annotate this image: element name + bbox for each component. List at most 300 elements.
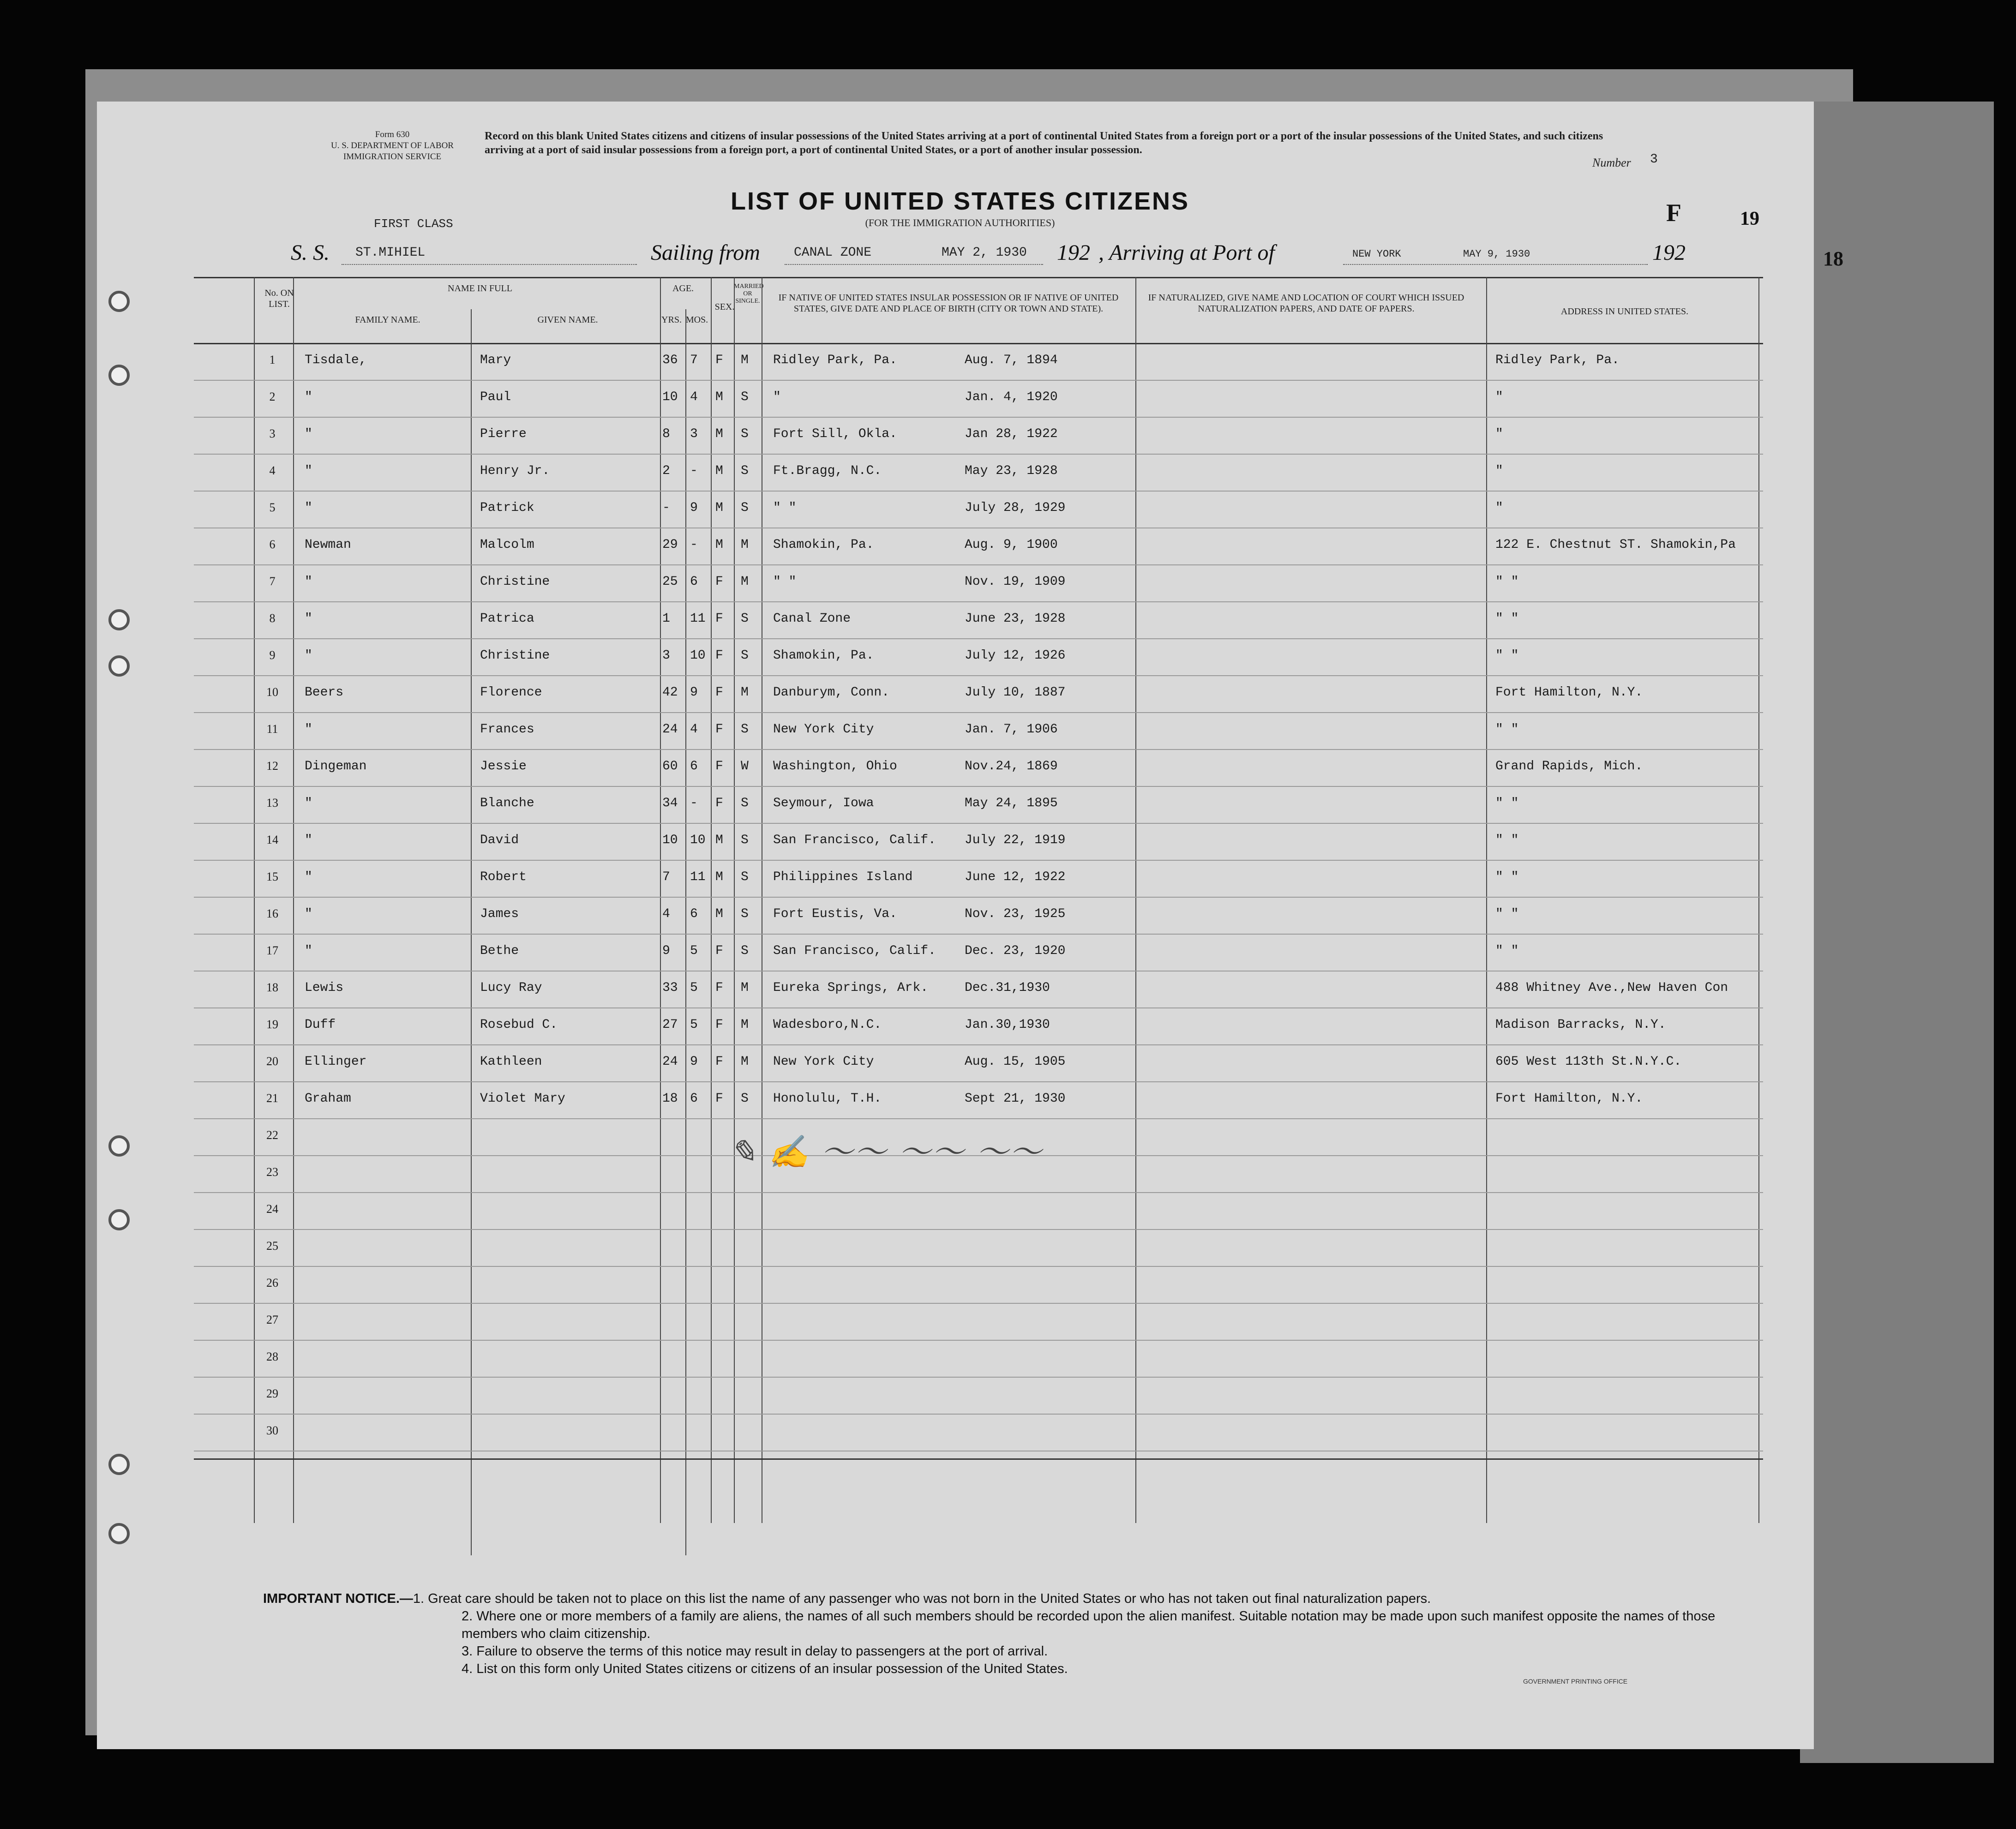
table-row [194, 1044, 1763, 1082]
notice-lead: IMPORTANT NOTICE.— [263, 1591, 413, 1606]
row-number: 24 [266, 1202, 278, 1216]
family-name: Newman [305, 538, 351, 552]
punch-hole [108, 365, 130, 386]
birth-date: Jan. 7, 1906 [965, 722, 1058, 737]
given-name: Kathleen [480, 1055, 542, 1069]
family-name: Beers [305, 685, 344, 700]
family-name: " [305, 796, 312, 810]
number-label: Number [1592, 156, 1631, 169]
birth-place: " [773, 390, 781, 404]
marital-status: S [741, 833, 749, 847]
notice-item-3: 3. Failure to observe the terms of this notice may result in delay to passengers at the port of arrival. [462, 1644, 1048, 1659]
family-name: " [305, 575, 312, 589]
table-row [194, 491, 1763, 528]
birth-date: Aug. 7, 1894 [965, 353, 1058, 367]
sex: F [715, 981, 723, 995]
row-number: 23 [266, 1165, 278, 1179]
punch-hole [108, 1209, 130, 1230]
marital-status: S [741, 796, 749, 810]
age-months: 10 [690, 833, 706, 847]
sheet-number: 18 [1823, 247, 1843, 270]
age-months: 5 [690, 981, 698, 995]
adjacent-sheet [1800, 102, 1994, 1763]
family-name: " [305, 833, 312, 847]
birth-date: July 28, 1929 [965, 501, 1066, 515]
row-number: 28 [266, 1350, 278, 1363]
birth-place: Danburym, Conn. [773, 685, 890, 700]
age-months: 9 [690, 1055, 698, 1069]
row-number: 3 [269, 427, 276, 440]
page-subtitle: (FOR THE IMMIGRATION AUTHORITIES) [865, 217, 1055, 228]
birth-date: Dec. 23, 1920 [965, 944, 1066, 958]
given-name: Jessie [480, 759, 527, 774]
us-address: " " [1495, 833, 1519, 847]
header-family-name: FAMILY NAME. [355, 315, 420, 325]
form-id [286, 129, 498, 162]
sex: F [715, 612, 723, 626]
age-months: 5 [690, 944, 698, 958]
birth-place: San Francisco, Calif. [773, 833, 936, 847]
age-years: 42 [662, 685, 678, 700]
age-years: 33 [662, 981, 678, 995]
row-number: 30 [266, 1424, 278, 1437]
header-mos: MOS. [685, 315, 708, 325]
table-row [194, 454, 1763, 492]
sex: M [715, 907, 723, 921]
given-name: Patrica [480, 612, 534, 626]
birth-date: Aug. 9, 1900 [965, 538, 1058, 552]
us-address: 122 E. Chestnut ST. Shamokin,Pa [1495, 538, 1736, 552]
us-address: Grand Rapids, Mich. [1495, 759, 1643, 774]
age-months: 6 [690, 1091, 698, 1106]
table-row [194, 860, 1763, 898]
header-given-name: GIVEN NAME. [537, 315, 598, 325]
family-name: " [305, 464, 312, 478]
given-name: Lucy Ray [480, 981, 542, 995]
age-months: - [690, 538, 698, 552]
sex: F [715, 796, 723, 810]
given-name: Christine [480, 648, 550, 663]
notice-item-4: 4. List on this form only United States citizens or citizens of an insular possession of the United States. [462, 1661, 1068, 1676]
family-name: Graham [305, 1091, 351, 1106]
us-address: " " [1495, 796, 1519, 810]
sex: F [715, 759, 723, 774]
family-name: " [305, 501, 312, 515]
us-address: " [1495, 464, 1503, 478]
row-number: 22 [266, 1128, 278, 1142]
sex: M [715, 427, 723, 441]
row-number: 16 [266, 907, 278, 920]
punch-hole [108, 1135, 130, 1157]
given-name: Frances [480, 722, 534, 737]
age-years: 1 [662, 612, 670, 626]
table-row [194, 1414, 1763, 1451]
ship-name: ST.MIHIEL [355, 246, 426, 260]
us-address: 605 West 113th St.N.Y.C. [1495, 1055, 1682, 1069]
sex: F [715, 648, 723, 663]
row-number: 18 [266, 981, 278, 994]
age-years: 18 [662, 1091, 678, 1106]
age-years: 3 [662, 648, 670, 663]
marital-status: S [741, 612, 749, 626]
birth-date: May 23, 1928 [965, 464, 1058, 478]
record-instructions: Record on this blank United States citizens and citizens of insular possessions of the United States arriving at a port of continental United States from a foreign port or a port of the insular possessions of the United States, and such citizens arriving at a port of said insular possessions from a foreign port, a port of continental United States, or a port of another insular possession. [485, 130, 1603, 156]
service: IMMIGRATION SERVICE [343, 152, 442, 162]
birth-place: " " [773, 575, 797, 589]
family-name: Dingeman [305, 759, 367, 774]
age-months: - [690, 796, 698, 810]
birth-date: Sept 21, 1930 [965, 1091, 1066, 1106]
table-row [194, 749, 1763, 787]
birth-place: Shamokin, Pa. [773, 648, 874, 663]
department: U. S. DEPARTMENT OF LABOR [331, 141, 454, 150]
row-number: 29 [266, 1387, 278, 1400]
row-number: 25 [266, 1239, 278, 1253]
given-name: Malcolm [480, 538, 534, 552]
table-row [194, 897, 1763, 935]
row-number: 9 [269, 648, 276, 662]
row-number: 27 [266, 1313, 278, 1326]
age-years: 8 [662, 427, 670, 441]
given-name: Christine [480, 575, 550, 589]
sailing-date: MAY 2, 1930 [942, 246, 1027, 260]
age-years: 25 [662, 575, 678, 589]
birth-place: Canal Zone [773, 612, 851, 626]
marital-status: S [741, 464, 749, 478]
arriving-label: , Arriving at Port of [1098, 240, 1275, 265]
given-name: James [480, 907, 519, 921]
marital-status: M [741, 575, 749, 589]
us-address: 488 Whitney Ave.,New Haven Con [1495, 981, 1728, 995]
family-name: " [305, 944, 312, 958]
notice-item-1: 1. Great care should be taken not to place on this list the name of any passenger who was not born in the United States or who has not taken out final naturalization papers. [413, 1591, 1431, 1606]
marital-status: S [741, 722, 749, 737]
header-naturalized: IF NATURALIZED, GIVE NAME AND LOCATION OF COURT WHICH ISSUED NATURALIZATION PAPERS, AND DATE OF PAPERS. [1148, 293, 1464, 314]
marital-status: S [741, 427, 749, 441]
table-row [194, 971, 1763, 1008]
sex: M [715, 833, 723, 847]
table-row [194, 601, 1763, 639]
us-address: " " [1495, 575, 1519, 589]
marital-status: M [741, 981, 749, 995]
marital-status: M [741, 685, 749, 700]
table-row [194, 1081, 1763, 1119]
row-number: 4 [269, 464, 276, 477]
sailing-from: CANAL ZONE [794, 246, 872, 260]
arriving-date: MAY 9, 1930 [1463, 248, 1530, 260]
birth-place: Shamokin, Pa. [773, 538, 874, 552]
age-months: 6 [690, 907, 698, 921]
year-1: 192 [1057, 240, 1090, 265]
us-address: " " [1495, 722, 1519, 737]
birth-place: Wadesboro,N.C. [773, 1018, 882, 1032]
row-number: 10 [266, 685, 278, 699]
header-birth: IF NATIVE OF UNITED STATES INSULAR POSSESSION OR IF NATIVE OF UNITED STATES, GIVE DATE AND PLACE OF BIRTH (CITY OR TOWN AND STATE). [778, 293, 1119, 314]
family-name: Lewis [305, 981, 344, 995]
age-months: 4 [690, 722, 698, 737]
sex: F [715, 944, 723, 958]
age-years: 10 [662, 833, 678, 847]
sex: M [715, 501, 723, 515]
notice-item-2: 2. Where one or more members of a family are aliens, the names of all such members should be recorded upon the alien manifest. Suitable notation may be made upon such manifest opposite the names of those members who claim citizenship. [462, 1609, 1716, 1641]
punch-hole [108, 1523, 130, 1544]
birth-date: July 12, 1926 [965, 648, 1066, 663]
birth-date: Jan.30,1930 [965, 1018, 1050, 1032]
sex: F [715, 685, 723, 700]
class-label: FIRST CLASS [374, 217, 453, 231]
row-number: 19 [266, 1018, 278, 1031]
age-months: 11 [690, 870, 706, 884]
birth-place: Seymour, Iowa [773, 796, 874, 810]
birth-date: June 12, 1922 [965, 870, 1066, 884]
age-years: - [662, 501, 670, 515]
row-number: 21 [266, 1091, 278, 1105]
table-row [194, 1192, 1763, 1230]
row-number: 7 [269, 575, 276, 588]
marital-status: M [741, 538, 749, 552]
header-married-single: MARRIED OR SINGLE. [734, 283, 764, 305]
marital-status: M [741, 1018, 749, 1032]
age-months: 4 [690, 390, 698, 404]
marital-status: S [741, 390, 749, 404]
table-row [194, 786, 1763, 824]
family-name: Tisdale, [305, 353, 367, 367]
printing-office-note: GOVERNMENT PRINTING OFFICE [1523, 1678, 1628, 1685]
given-name: David [480, 833, 519, 847]
birth-place: Eureka Springs, Ark. [773, 981, 929, 995]
form-number: Form 630 [375, 130, 410, 139]
family-name: " [305, 612, 312, 626]
birth-date: July 22, 1919 [965, 833, 1066, 847]
row-number: 15 [266, 870, 278, 883]
ss-label: S. S. [291, 240, 330, 265]
us-address: " " [1495, 907, 1519, 921]
us-address: " " [1495, 870, 1519, 884]
age-years: 9 [662, 944, 670, 958]
marital-status: S [741, 648, 749, 663]
sex: F [715, 722, 723, 737]
family-name: " [305, 722, 312, 737]
family-name: " [305, 648, 312, 663]
age-months: - [690, 464, 698, 478]
age-months: 6 [690, 759, 698, 774]
punch-hole [108, 655, 130, 677]
birth-place: Philippines Island [773, 870, 913, 884]
voyage-line [291, 240, 1823, 272]
us-address: " [1495, 390, 1503, 404]
age-months: 7 [690, 353, 698, 367]
birth-place: Washington, Ohio [773, 759, 897, 774]
us-address: " " [1495, 944, 1519, 958]
sex: M [715, 870, 723, 884]
table-row [194, 712, 1763, 750]
punch-hole [108, 291, 130, 312]
sex: F [715, 1055, 723, 1069]
age-months: 10 [690, 648, 706, 663]
header-address: ADDRESS IN UNITED STATES. [1560, 306, 1689, 317]
table-row [194, 564, 1763, 602]
corner-number: 19 [1740, 208, 1759, 229]
table-row [194, 528, 1763, 565]
row-number: 5 [269, 501, 276, 514]
sex: F [715, 1091, 723, 1106]
table-row [194, 1007, 1763, 1045]
birth-place: Ridley Park, Pa. [773, 353, 897, 367]
birth-date: Jan 28, 1922 [965, 427, 1058, 441]
table-row [194, 1303, 1763, 1341]
age-years: 27 [662, 1018, 678, 1032]
row-number: 13 [266, 796, 278, 810]
age-years: 36 [662, 353, 678, 367]
row-number: 20 [266, 1055, 278, 1068]
age-months: 5 [690, 1018, 698, 1032]
table-row [194, 1229, 1763, 1267]
sex: M [715, 390, 723, 404]
family-name: Ellinger [305, 1055, 367, 1069]
given-name: Mary [480, 353, 511, 367]
age-years: 10 [662, 390, 678, 404]
age-years: 34 [662, 796, 678, 810]
header-age: AGE. [672, 283, 694, 294]
birth-date: Aug. 15, 1905 [965, 1055, 1066, 1069]
birth-date: Nov.24, 1869 [965, 759, 1058, 774]
marital-status: S [741, 870, 749, 884]
us-address: " " [1495, 612, 1519, 626]
family-name: " [305, 427, 312, 441]
table-row [194, 934, 1763, 971]
table-row [194, 1340, 1763, 1378]
header-name-in-full: NAME IN FULL [448, 283, 512, 294]
age-years: 2 [662, 464, 670, 478]
given-name: Paul [480, 390, 511, 404]
age-years: 4 [662, 907, 670, 921]
table-row [194, 638, 1763, 676]
punch-hole [108, 609, 130, 630]
birth-place: New York City [773, 1055, 874, 1069]
sex: F [715, 575, 723, 589]
marital-status: S [741, 907, 749, 921]
sex: M [715, 538, 723, 552]
us-address: Ridley Park, Pa. [1495, 353, 1620, 367]
header-yrs: YRS. [661, 315, 682, 325]
family-name: " [305, 907, 312, 921]
row-number: 26 [266, 1276, 278, 1289]
header-no: No. ON LIST. [264, 288, 294, 309]
age-years: 24 [662, 722, 678, 737]
age-months: 6 [690, 575, 698, 589]
table-header [194, 277, 1763, 344]
handwritten-signature: ✎ ✍ ～～ ～～ ～～ [729, 1133, 1043, 1171]
birth-place: " " [773, 501, 797, 515]
given-name: Florence [480, 685, 542, 700]
birth-date: June 23, 1928 [965, 612, 1066, 626]
given-name: Henry Jr. [480, 464, 550, 478]
given-name: Pierre [480, 427, 527, 441]
marital-status: W [741, 759, 749, 774]
family-name: Duff [305, 1018, 336, 1032]
age-years: 7 [662, 870, 670, 884]
page-title: LIST OF UNITED STATES CITIZENS [731, 187, 1189, 215]
sex: F [715, 353, 723, 367]
marital-status: M [741, 353, 749, 367]
header-sex: SEX. [714, 302, 735, 312]
family-name: " [305, 870, 312, 884]
table-row [194, 343, 1763, 381]
number-value: 3 [1650, 152, 1658, 167]
table-row [194, 1266, 1763, 1304]
age-years: 24 [662, 1055, 678, 1069]
age-months: 9 [690, 501, 698, 515]
row-number: 2 [269, 390, 276, 403]
row-number: 12 [266, 759, 278, 773]
age-years: 60 [662, 759, 678, 774]
sailing-label: Sailing from [651, 240, 760, 265]
table-row [194, 675, 1763, 713]
row-number: 11 [266, 722, 278, 736]
birth-date: Jan. 4, 1920 [965, 390, 1058, 404]
given-name: Rosebud C. [480, 1018, 558, 1032]
family-name: " [305, 390, 312, 404]
table-row [194, 823, 1763, 861]
punch-hole [108, 1454, 130, 1475]
marital-status: M [741, 1055, 749, 1069]
row-number: 6 [269, 538, 276, 551]
row-number: 1 [269, 353, 276, 366]
corner-letter: F [1666, 199, 1681, 227]
marital-status: S [741, 1091, 749, 1106]
us-address: " " [1495, 648, 1519, 663]
age-months: 11 [690, 612, 706, 626]
table-row [194, 380, 1763, 418]
given-name: Blanche [480, 796, 534, 810]
year-2: 192 [1652, 240, 1686, 265]
given-name: Patrick [480, 501, 534, 515]
birth-place: Ft.Bragg, N.C. [773, 464, 882, 478]
marital-status: S [741, 944, 749, 958]
birth-place: New York City [773, 722, 874, 737]
passenger-table [194, 277, 1763, 1523]
birth-date: Nov. 23, 1925 [965, 907, 1066, 921]
given-name: Robert [480, 870, 527, 884]
marital-status: S [741, 501, 749, 515]
birth-place: Fort Eustis, Va. [773, 907, 897, 921]
us-address: Fort Hamilton, N.Y. [1495, 685, 1643, 700]
us-address: Madison Barracks, N.Y. [1495, 1018, 1666, 1032]
birth-date: July 10, 1887 [965, 685, 1066, 700]
table-row [194, 1377, 1763, 1415]
table-row [194, 417, 1763, 455]
given-name: Violet Mary [480, 1091, 565, 1106]
age-years: 29 [662, 538, 678, 552]
row-number: 17 [266, 944, 278, 957]
important-notice [263, 1590, 1768, 1678]
us-address: Fort Hamilton, N.Y. [1495, 1091, 1643, 1106]
birth-place: Fort Sill, Okla. [773, 427, 897, 441]
arriving-port: NEW YORK [1352, 248, 1401, 260]
birth-date: May 24, 1895 [965, 796, 1058, 810]
age-months: 9 [690, 685, 698, 700]
sex: M [715, 464, 723, 478]
birth-place: Honolulu, T.H. [773, 1091, 882, 1106]
given-name: Bethe [480, 944, 519, 958]
birth-date: Dec.31,1930 [965, 981, 1050, 995]
row-number: 14 [266, 833, 278, 846]
birth-place: San Francisco, Calif. [773, 944, 936, 958]
us-address: " [1495, 427, 1503, 441]
age-months: 3 [690, 427, 698, 441]
row-number: 8 [269, 612, 276, 625]
birth-date: Nov. 19, 1909 [965, 575, 1066, 589]
